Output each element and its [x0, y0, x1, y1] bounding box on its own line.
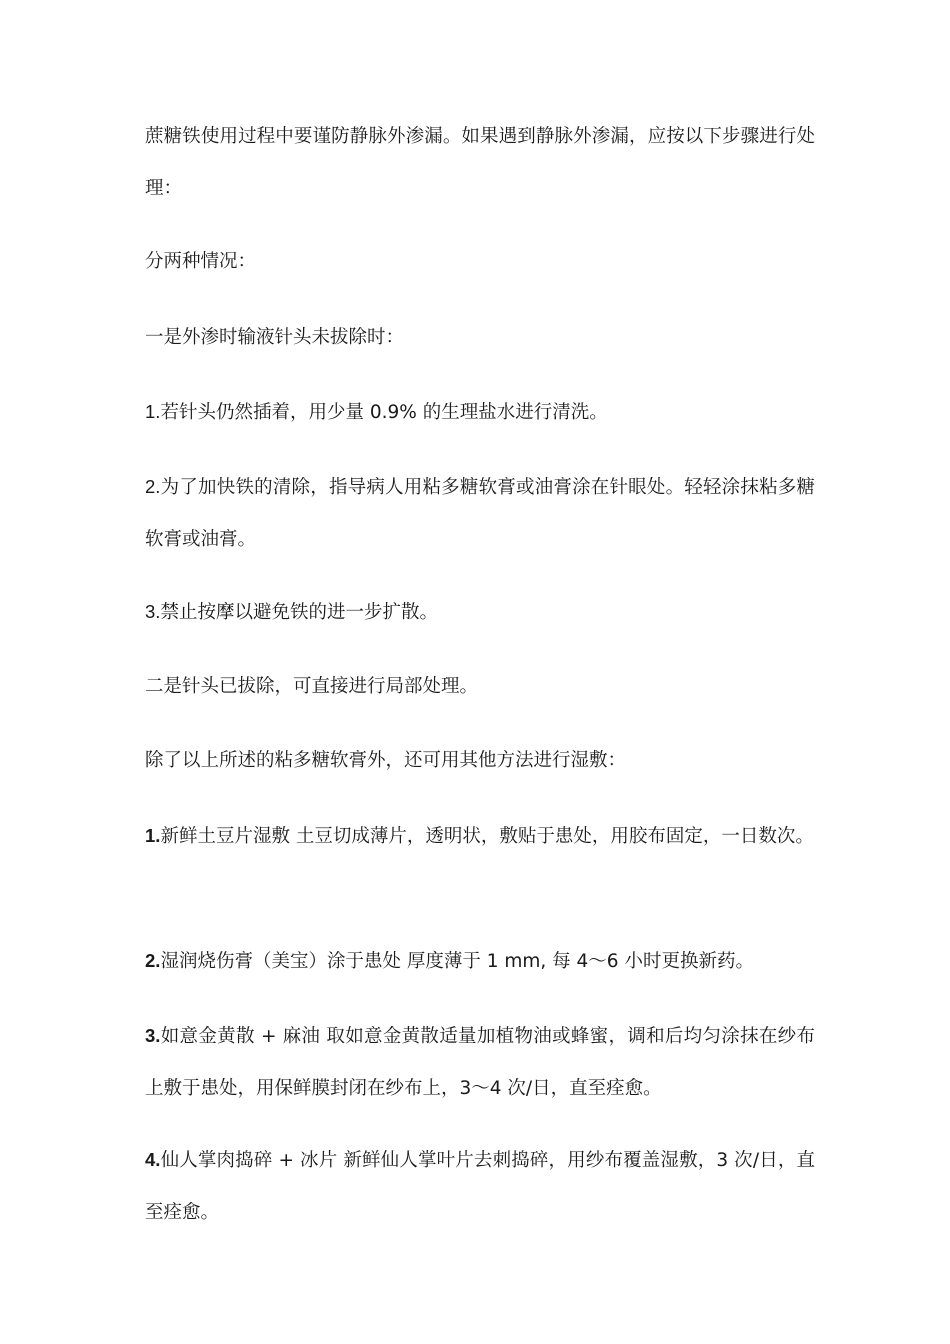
intro-paragraph [145, 111, 815, 215]
case-one-step-2 [145, 461, 815, 566]
method-text: 如意金黄散 + 麻油 取如意金黄散适量加植物油或蜂蜜，调和后均匀涂抹在纱布上敷于患处，用保鲜膜封闭在纱布上，3～4 次/日，直至痊愈。 [145, 1026, 815, 1099]
intro-text: 蔗糖铁使用过程中要谨防静脉外渗漏。如果遇到静脉外渗漏，应按以下步骤进行处理： [145, 126, 815, 199]
method-text: 湿润烧伤膏（美宝）涂于患处 厚度薄于 1 mm, 每 4～6 小时更换新药。 [160, 951, 754, 972]
step-text: 若针头仍然插着，用少量 0.9% 的生理盐水进行清洗。 [160, 402, 608, 423]
other-methods-title-text: 除了以上所述的粘多糖软膏外，还可用其他方法进行湿敷： [145, 750, 627, 771]
step-text: 禁止按摩以避免铁的进一步扩散。 [160, 602, 438, 623]
method-4 [145, 1134, 815, 1239]
step-text: 为了加快铁的清除，指导病人用粘多糖软膏或油膏涂在针眼处。轻轻涂抹粘多糖软膏或油膏。 [145, 477, 815, 550]
case-one-title [145, 312, 815, 364]
case-two-title [145, 661, 815, 713]
method-number: 2. [145, 950, 161, 971]
two-cases-paragraph [145, 236, 815, 288]
method-1 [145, 810, 815, 863]
case-one-title-text: 一是外渗时输液针头未拔除时： [145, 327, 405, 348]
two-cases-text: 分两种情况： [145, 251, 257, 272]
step-number: 2. [145, 476, 161, 497]
other-methods-title [145, 735, 815, 787]
method-number: 1. [145, 825, 161, 846]
method-text: 仙人掌肉捣碎 + 冰片 新鲜仙人掌叶片去刺捣碎，用纱布覆盖湿敷，3 次/日，直至痊愈。 [145, 1150, 815, 1223]
case-two-title-text: 二是针头已拔除，可直接进行局部处理。 [145, 676, 479, 697]
step-number: 1. [145, 401, 161, 422]
case-one-step-1 [145, 386, 815, 439]
method-number: 3. [145, 1025, 161, 1046]
method-text: 新鲜土豆片湿敷 土豆切成薄片，透明状，敷贴于患处，用胶布固定，一日数次。 [160, 826, 814, 847]
method-number: 4. [145, 1149, 161, 1170]
method-3 [145, 1010, 815, 1115]
case-one-step-3 [145, 586, 815, 639]
step-number: 3. [145, 601, 161, 622]
method-2 [145, 935, 815, 988]
